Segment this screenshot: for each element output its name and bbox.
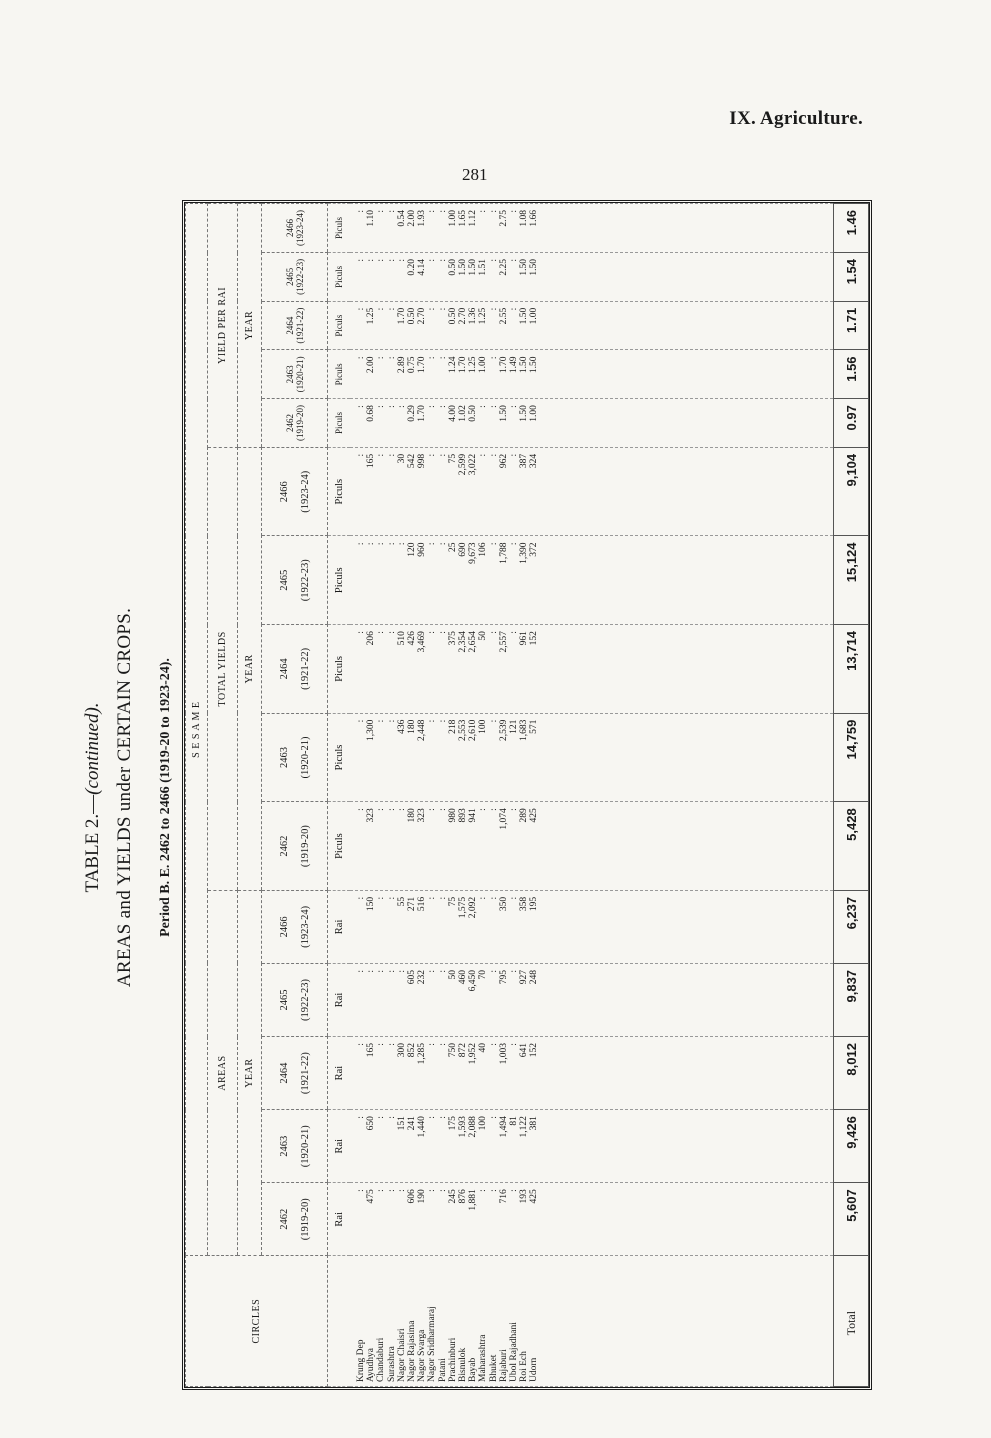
total-yields-header: TOTAL YIELDS bbox=[208, 447, 238, 890]
per-rai-column-2466: : 1.10 : : 0.54 2.00 1.93 : : 1.00 1.65 1.12 : : 2.75 : 1.08 1.66 bbox=[350, 204, 834, 253]
per-rai-year-2462: 2462 (1919-20) bbox=[262, 399, 328, 448]
yield-year-2462: 2462 (1919-20) bbox=[262, 802, 328, 891]
area-year-2463: 2463 (1920-21) bbox=[262, 1110, 328, 1183]
per-rai-year-header: YEAR bbox=[238, 204, 262, 448]
unit-rai: Rai bbox=[328, 1183, 351, 1256]
unit-rai: Rai bbox=[328, 890, 351, 963]
total-per-rai-2463: 1.56 bbox=[834, 350, 869, 399]
total-area-2464: 8,012 bbox=[834, 1037, 869, 1110]
areas-column-2465: : : : : : 605 232 : : 50 460 6,450 70 : 795 : 927 248 bbox=[350, 963, 834, 1036]
total-per-rai-2465: 1.54 bbox=[834, 253, 869, 302]
yield-year-2464: 2464 (1921-22) bbox=[262, 625, 328, 714]
per-rai-column-2463: : 2.00 : : 2.89 0.75 1.70 : : 1.24 1.70 1.25 1.00 : 1.70 1.49 1.50 1.50 bbox=[350, 350, 834, 399]
total-area-2466: 6,237 bbox=[834, 890, 869, 963]
per-rai-year-2465: 2465 (1922-23) bbox=[262, 253, 328, 302]
table-subtitle: AREAS and YIELDS under CERTAIN CROPS. bbox=[114, 607, 135, 988]
rotated-table-page bbox=[70, 200, 885, 1395]
unit-piculs-per-rai: Piculs bbox=[328, 204, 351, 253]
area-year-2465: 2465 (1922-23) bbox=[262, 963, 328, 1036]
yield-year-2465: 2465 (1922-23) bbox=[262, 536, 328, 625]
yields-column-2466: : 165 : : 30 542 998 : : 75 2,599 3,022 : : 962 : 387 324 bbox=[350, 447, 834, 536]
unit-piculs: Piculs bbox=[328, 447, 351, 536]
unit-blank bbox=[328, 1256, 351, 1387]
unit-piculs: Piculs bbox=[328, 536, 351, 625]
total-yield-2464: 13,714 bbox=[834, 625, 869, 714]
yields-column-2462: : 323 : : : 180 323 : : 980 893 941 : : 1,074 : 289 425 bbox=[350, 802, 834, 891]
yield-year-2463: 2463 (1920-21) bbox=[262, 713, 328, 802]
unit-piculs-per-rai: Piculs bbox=[328, 399, 351, 448]
unit-piculs: Piculs bbox=[328, 802, 351, 891]
per-rai-year-2463: 2463 (1920-21) bbox=[262, 350, 328, 399]
total-yield-2463: 14,759 bbox=[834, 713, 869, 802]
total-area-2463: 9,426 bbox=[834, 1110, 869, 1183]
unit-piculs-per-rai: Piculs bbox=[328, 350, 351, 399]
total-per-rai-2462: 0.97 bbox=[834, 399, 869, 448]
crop-header: S E S A M E bbox=[186, 204, 208, 1256]
unit-rai: Rai bbox=[328, 963, 351, 1036]
total-label: Total bbox=[834, 1256, 869, 1387]
unit-piculs: Piculs bbox=[328, 713, 351, 802]
yields-column-2465: : : : : : 120 960 : : 25 690 9,673 106 : 1,788 : 1,390 372 bbox=[350, 536, 834, 625]
areas-column-2462: : 475 : : : 606 190 : : 245 876 1,881 : : 716 : 193 425 bbox=[350, 1183, 834, 1256]
total-yield-2465: 15,124 bbox=[834, 536, 869, 625]
total-area-2465: 9,837 bbox=[834, 963, 869, 1036]
yield-per-rai-header: YIELD PER RAI bbox=[208, 204, 238, 448]
sesame-table bbox=[185, 203, 869, 1387]
yields-column-2464: : 206 : : 510 426 3,469 : : 375 2,354 2,654 50 : 2,557 : 961 152 bbox=[350, 625, 834, 714]
circles-header: CIRCLES bbox=[186, 1256, 328, 1387]
table-frame bbox=[182, 200, 872, 1390]
per-rai-column-2464: : 1.25 : : 1.70 0.50 2.70 : : 0.50 2.70 1.36 1.25 : 2.55 : 1.50 1.00 bbox=[350, 301, 834, 350]
areas-column-2463: : 650 : : 151 241 1,440 : : 175 1,593 2,088 100 : 1,494 81 1,122 381 bbox=[350, 1110, 834, 1183]
per-rai-year-2466: 2466 (1923-24) bbox=[262, 204, 328, 253]
per-rai-column-2462: : 0.68 : : : 0.29 1.70 : : 4.00 1.02 0.50 : : 1.50 : 1.50 1.00 bbox=[350, 399, 834, 448]
areas-column-2464: : 165 : : 300 852 1,285 : : 750 872 1,952 40 : 1,003 : 641 152 bbox=[350, 1037, 834, 1110]
total-per-rai-2466: 1.46 bbox=[834, 204, 869, 253]
total-yield-2466: 9,104 bbox=[834, 447, 869, 536]
unit-piculs-per-rai: Piculs bbox=[328, 253, 351, 302]
yields-column-2463: : 1,300 : : 436 180 2,448 : : 218 2,553 2,610 100 : 2,539 121 1,683 571 bbox=[350, 713, 834, 802]
total-per-rai-2464: 1.71 bbox=[834, 301, 869, 350]
yield-year-2466: 2466 (1923-24) bbox=[262, 447, 328, 536]
area-year-2464: 2464 (1921-22) bbox=[262, 1037, 328, 1110]
unit-piculs: Piculs bbox=[328, 625, 351, 714]
unit-rai: Rai bbox=[328, 1110, 351, 1183]
areas-column-2466: : 150 : : 55 271 516 : : 75 1,575 2,092 : : 350 : 358 195 bbox=[350, 890, 834, 963]
table-label: TABLE 2.— bbox=[82, 794, 103, 893]
period-label: Period B. E. 2462 to 2466 (1919-20 to 1923-24). bbox=[158, 658, 173, 937]
total-yield-2462: 5,428 bbox=[834, 802, 869, 891]
yields-year-header: YEAR bbox=[238, 447, 262, 890]
total-area-2462: 5,607 bbox=[834, 1183, 869, 1256]
table-title bbox=[82, 200, 104, 1395]
page-number: 281 bbox=[462, 165, 488, 184]
unit-piculs-per-rai: Piculs bbox=[328, 301, 351, 350]
per-rai-column-2465: : : : : : 0.20 4.14 : : 0.50 1.50 1.50 1.51 : 2.25 : 1.50 1.50 bbox=[350, 253, 834, 302]
unit-rai: Rai bbox=[328, 1037, 351, 1110]
section-heading: IX. Agriculture. bbox=[729, 108, 863, 129]
areas-year-header: YEAR bbox=[238, 890, 262, 1255]
area-year-2462: 2462 (1919-20) bbox=[262, 1183, 328, 1256]
areas-header: AREAS bbox=[208, 890, 238, 1255]
area-year-2466: 2466 (1923-24) bbox=[262, 890, 328, 963]
continued-label: (continued). bbox=[82, 702, 103, 795]
circles-list: Krung Dep Ayudhya Chandaburi Surashtra Nagor Chaisri Nagor Rajasima Nagor Svarga Nagor Sridharmaraj Patani Prachinburi Bisnulok Bayab Maharashtra Bhuket Rajaburi Ubol Rajadhani Roi Ech Udorn bbox=[350, 1256, 834, 1387]
per-rai-year-2464: 2464 (1921-22) bbox=[262, 301, 328, 350]
